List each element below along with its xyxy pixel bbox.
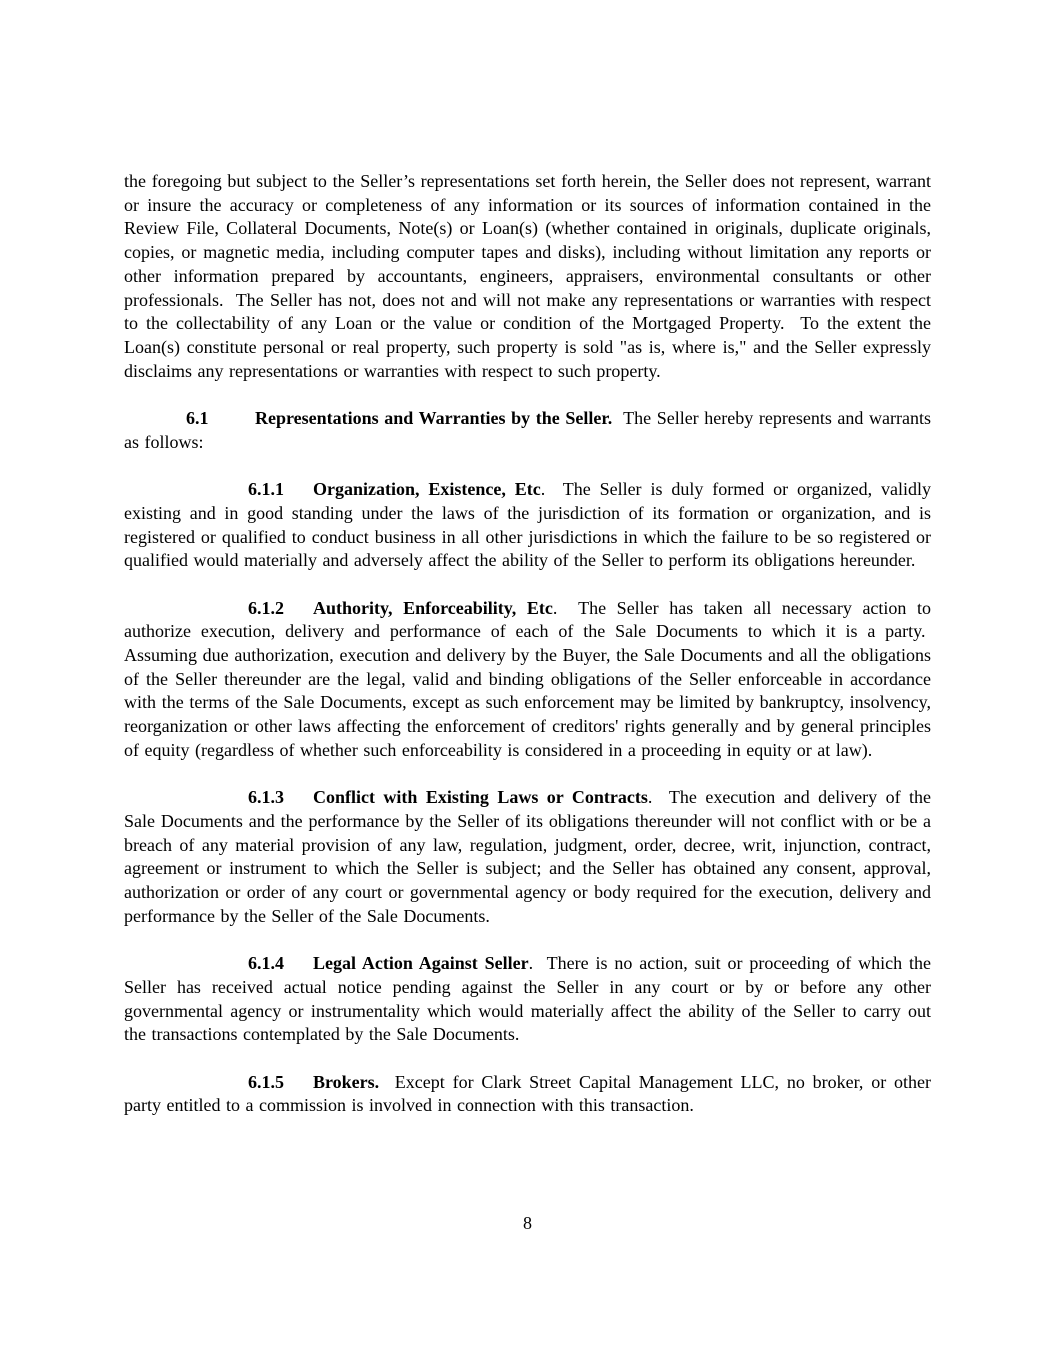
- section-6-1-5: [124, 1071, 931, 1118]
- section-6-1-3-title: Conflict with Existing Laws or Contracts: [313, 787, 648, 808]
- section-6-1-number: 6.1: [186, 408, 209, 429]
- section-6-1-1: [124, 478, 931, 573]
- section-6-1-body: The Seller hereby represents and warrants as follows:: [124, 408, 932, 452]
- section-6-1-2-title: Authority, Enforceability, Etc: [313, 597, 553, 618]
- section-6-1-5-title: Brokers.: [313, 1071, 380, 1092]
- section-6-1-4: [124, 952, 931, 1047]
- section-6-1-2-body: . The Seller has taken all necessary action to authorize execution, delivery and performance of each of the Sale Documents to which it is a party. Assuming due authorization, execution and delivery by the Buyer, the Sale Documents and all the obligations of the Seller thereunder are the legal, valid and binding obligations of the Seller enforceable in accordance with the terms of the Sale Documents, except as such enforcement may be limited by bankruptcy, insolvency, reorganization or other laws affecting the enforcement of creditors' rights generally and by general principles of equity (regardless of whether such enforceability is considered in a proceeding in equity or at law).: [124, 597, 931, 760]
- document-body: [124, 170, 931, 1142]
- section-6-1-3-number: 6.1.3: [248, 787, 284, 808]
- page-number: 8: [523, 1213, 532, 1233]
- section-6-1-1-number: 6.1.1: [248, 479, 284, 500]
- section-6-1-3-body: . The execution and delivery of the Sale Documents and the performance by the Seller of its obligations thereunder will not conflict with or be a breach of any material provision of any law, regulation, judgment, order, decree, writ, injunction, contract, agreement or instrument to which the Seller is subject; and the Seller has obtained any consent, approval, authorization or order of any court or governmental agency or body required for the execution, delivery and performance by the Seller of the Sale Documents.: [124, 787, 931, 926]
- section-6-1-4-body: . There is no action, suit or proceeding of which the Seller has received actual notice pending against the Seller in any court or by or before any other governmental agency or instrumentality which would materially affect the ability of the Seller to carry out the transactions contemplated by the Sale Documents.: [124, 953, 931, 1045]
- section-6-1-2: [124, 597, 931, 763]
- section-6-1-1-title: Organization, Existence, Etc: [313, 479, 541, 500]
- section-6-1-5-body: Except for Clark Street Capital Management LLC, no broker, or other party entitled to a commission is involved in connection with this transaction.: [124, 1071, 931, 1116]
- section-6-1-3: [124, 786, 931, 928]
- section-6-1-title: Representations and Warranties by the Seller.: [255, 408, 613, 429]
- intro-paragraph: the foregoing but subject to the Seller’s representations set forth herein, the Seller does not represent, warrant or insure the accuracy or completeness of any information or its sources of information contained in the Review File, Collateral Documents, Note(s) or Loan(s) (whether contained in originals, duplicate originals, copies, or magnetic media, including computer tapes and disks), including without limitation any reports or other information prepared by accountants, engineers, appraisers, environmental consultants or other professionals. The Seller has not, does not and will not make any representations or warranties with respect to the collectability of any Loan or the value or condition of the Mortgaged Property. To the extent the Loan(s) constitute personal or real property, such property is sold "as is, where is," and the Seller expressly disclaims any representations or warranties with respect to such property.: [124, 171, 931, 381]
- section-6-1: [124, 407, 931, 454]
- section-6-1-2-number: 6.1.2: [248, 597, 284, 618]
- section-6-1-1-body: . The Seller is duly formed or organized, validly existing and in good standing under the laws of the jurisdiction of its formation or organization, and is registered or qualified to conduct business in all other jurisdictions in which the failure to be so registered or qualified would materially and adversely affect the ability of the Seller to perform its obligations hereunder.: [124, 479, 931, 571]
- section-6-1-4-title: Legal Action Against Seller: [313, 953, 529, 974]
- section-6-1-4-number: 6.1.4: [248, 953, 284, 974]
- section-6-1-5-number: 6.1.5: [248, 1071, 284, 1092]
